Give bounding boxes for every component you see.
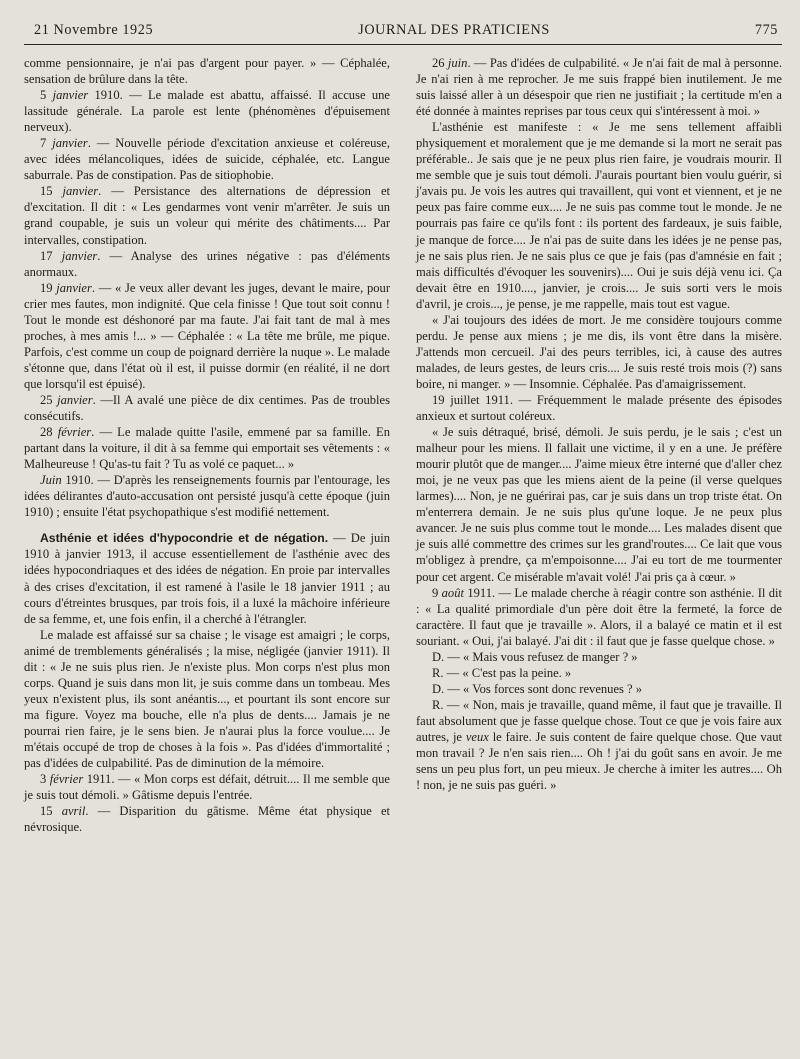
text-run: 3	[40, 772, 50, 787]
header-journal-title: JOURNAL DES PRATICIENS	[358, 22, 550, 38]
italic-text: janvier	[57, 392, 93, 407]
text-run: 26	[432, 56, 448, 70]
text-run: D. — « Vos forces sont donc revenues ? »	[432, 681, 643, 696]
paragraph	[416, 681, 782, 697]
italic-text: janvier	[52, 136, 88, 151]
paragraph	[416, 649, 782, 665]
header-page-number: 775	[754, 22, 778, 38]
italic-text: Juin	[40, 473, 62, 488]
text-run: 9	[432, 585, 442, 600]
paragraph	[24, 135, 390, 183]
italic-text: janvier	[62, 184, 99, 199]
running-header	[24, 22, 782, 45]
paragraph	[416, 665, 782, 681]
text-run: L'asthénie est manifeste : « Je me sens tellement affaibli physiquement et moralement que je me demande si la mort ne serait pas préférable.. Je sais que je ne peux plus rien faire, je voudrais mourir. Il me semble que je suis tout démoli. J'aurais pourtant bien voulu guérir, si j'avais pu. Je vois les autres qui travaillent, qui vont et viennent, et je ne peux pas faire comme eux.... Je ne suis pas comme tout le monde. Je ne pourrais pas faire ce qu'ils font : ils portent des fardeaux, je suis faible, je manque de force.... Je n'ai pas de suite dans les idées je ne pense pas, je ne sais plus rien. Je ne sais plus ce que je fais (pas d'amnésie en fait ; mais difficultés d'évoquer les souvenirs).... Oui je suis déjà venu ici. Ça devait être en 1910...., janvier, je crois.... Je suis sorti vers le mois d'avril, je crois..., je pense, je me rappelle, mais tout est vague.	[416, 120, 782, 311]
text-run: 15	[40, 184, 63, 199]
text-run: — De juin 1910 à janvier 1913, il accuse essentiellement de l'asthénie avec des idées hypocondriaques et des idées de négation. En proie par intervalles à des crises d'excitation, il est ramené à l'asile le 18 janvier 1911 ; au cours d'étreintes brusques, par trois fois, il a luxé la mâchoire inférieure de sa femme, et, une fois enfin, il a cherché à l'étrangler.	[24, 531, 390, 626]
header-date: 21 Novembre 1925	[34, 22, 154, 38]
paragraph	[416, 424, 782, 584]
text-run: « J'ai toujours des idées de mort. Je me considère toujours comme perdu. Je pense aux miens ; je me dis, ils vont être dans la misère. J'attends mon cercueil. J'ai des peurs terribles, ici, à cause des autres malades, de leurs gestes, de leurs cris.... Je suis resté trois mois (?) sans boire, ni manger. » — Insomnie. Céphalée. Pas d'amaigrissement.	[416, 312, 782, 391]
text-run: 5	[40, 88, 53, 103]
text-run: 19	[40, 280, 57, 295]
article-body	[24, 55, 782, 835]
left-column	[24, 55, 390, 835]
text-run: . — Nouvelle période d'excitation anxieuse et coléreuse, avec idées mélancoliques, idées de suicide, céphalée, etc. Langue saburrale. Pas de constipation. Pas de sitiophobie.	[24, 136, 390, 183]
italic-text: avril	[61, 804, 86, 819]
text-run: . — Persistance des alternations de dépression et d'excitation. Il dit : « Les gendarmes vont venir m'arrêter. Je suis un grand coupable, je suis un voleur qui mérite des châtiments.... Par intervalles, constipation.	[24, 184, 390, 247]
paragraph	[416, 585, 782, 649]
text-run: 19 juillet 1911. — Fréquemment le malade présente des épisodes anxieux et surtout coléreux.	[416, 392, 782, 424]
paragraph	[24, 627, 390, 771]
paragraph	[24, 803, 390, 835]
paragraph	[24, 183, 390, 247]
text-run: . — Disparition du gâtisme. Même état physique et névrosique.	[24, 804, 390, 835]
paragraph	[24, 248, 390, 280]
paragraph	[416, 392, 782, 424]
text-run: 7	[40, 136, 53, 151]
text-run: R. — « Non, mais je travaille, quand même, il faut que je travaille. Il faut absolument que je fasse quelque chose. Tout ce que je vois faire aux autres, je	[416, 697, 782, 744]
right-column	[416, 55, 782, 835]
paragraph	[416, 55, 782, 119]
text-run: 1910. — D'après les renseignements fournis par l'entourage, les idées délirantes d'auto-accusation ont persisté jusqu'à cette époque (juin 1910) ; ensuite l'état psychopathique s'est modifié nettement.	[24, 473, 390, 520]
text-run: comme pensionnaire, je n'ai pas d'argent pour payer. » — Céphalée, sensation de brûlure dans la tête.	[24, 56, 390, 87]
paragraph	[24, 280, 390, 392]
paragraph	[24, 530, 390, 626]
text-run: . — Le malade quitte l'asile, emmené par sa famille. En partant dans la voiture, il dit à sa femme qui emportait ses vêtements : « Malheureuse ! Qu'as-tu fait ? Tu as volé ce paquet... »	[24, 425, 390, 472]
text-run: 15	[40, 804, 62, 819]
italic-text: août	[441, 585, 464, 600]
italic-text: février	[49, 772, 84, 787]
paragraph	[416, 119, 782, 312]
italic-text: février	[57, 425, 92, 440]
text-run: 17	[40, 248, 62, 263]
text-run: Le malade est affaissé sur sa chaise ; le visage est amaigri ; le corps, animé de tremblements généralisés ; la mise, négligée (janvier 1911). Il dit : « Je ne suis plus rien. Je n'existe plus. Mon corps n'est plus mon corps. Quand je suis dans mon lit, je suis comme dans un tombeau. Mes yeux n'existent plus, ils sont anéantis..., et pourtant ils sont encore sur ma figure. Voyez ma bouche, elle n'a plus de dents.... Jamais je ne pourrai rien faire, je le sens bien. Je n'aurai plus la force voulue.... Je m'étais occupé de trop de choses à la fois ». Pas d'idées d'immortalité ; pas d'idées de culpabilité. Pas de diminution de la mémoire.	[24, 627, 390, 771]
text-run: 1911. — Le malade cherche à réagir contre son asthénie. Il dit : « La qualité primordiale d'un père doit être la fermeté, la force de caractère. Il faut que je travaille ». Alors, il a balayé ce matin et il est souriant. « Oui, j'ai balayé. J'ai dit : il faut que je fasse quelque chose. »	[416, 585, 782, 648]
paragraph	[24, 424, 390, 472]
italic-text: janvier	[61, 248, 98, 263]
text-run: « Je suis détraqué, brisé, démoli. Je suis perdu, je le sais ; c'est un malheur pour les miens. Il fallait une victime, il y en a une. Je préfère mourir plutôt que de manger.... J'aime mieux être interné que d'aller chez moi, je ne veux pas que les miens aient de la peine (il verse quelques larmes).... Non, je ne guérirai pas, car je suis dans un trop triste état. On m'enterrera demain. Je ne suis plus qu'une loque. Je ne peux plus avancer. Je ne suis plus comme tout le monde.... Les malades disent que je suis allé commettre des crimes sur les grand'routes.... Ce lait que vous m'obligez à prendre, ça m'empoisonne.... J'ai eu tort de me tourmenter pour cet argent. Ce misérable m'avait volé! J'ai pris ça à cœur. »	[416, 425, 782, 584]
italic-text: veux	[465, 729, 489, 744]
paragraph	[24, 771, 390, 803]
text-run: R. — « C'est pas la peine. »	[432, 665, 572, 680]
paragraph	[416, 312, 782, 392]
paragraph	[24, 87, 390, 135]
text-run: . — Analyse des urines négative : pas d'éléments anormaux.	[24, 248, 390, 279]
text-run: 25	[40, 392, 58, 407]
text-run: D. — « Mais vous refusez de manger ? »	[432, 649, 638, 664]
text-run: 1910. — Le malade est abattu, affaissé. Il accuse une lassitude générale. La parole est lente (phénomènes d'épuisement nerveux).	[24, 88, 390, 135]
text-run: 28	[40, 425, 58, 440]
text-run: . — « Je veux aller devant les juges, devant le maire, pour crier mes fautes, mon indignité. Que cela finisse ! Que tout soit connu ! Tout le monde est déshonoré par ma faute. J'ai fait tant de mal à mes proches, à mes amis !... » — Céphalée : « La tête me brûle, me pique. Parfois, c'est comme un coup de poignard derrière la nuque ». Le malade s'étonne que, dans l'état où il est, il puisse dormir (en réalité, il ne dort que lorsqu'il est épuisé).	[24, 280, 390, 391]
text-run: 1911. — « Mon corps est défait, détruit.... Il me semble que je suis tout démoli. » Gâtisme depuis l'entrée.	[24, 772, 391, 803]
paragraph	[24, 55, 390, 87]
text-run: le faire. Je suis content de faire quelque chose. Que vaut mon travail ? Je n'en sais rien.... Oh ! j'ai du goût sans en avoir. Je me sens un peu plus fort, un peu mieux. Je cherche à imiter les autres.... Oh ! non, je ne suis pas guéri. »	[416, 729, 782, 793]
italic-text: janvier	[56, 280, 92, 295]
text-run: . — Pas d'idées de culpabilité. « Je n'ai fait de mal à personne. Je n'ai rien à me reprocher. Je me suis frappé bien inutilement. Je me suis laissé aller à un désespoir que rien ne justifiait ; la certitude m'en a été donnée à maintes reprises par tous ceux qui s'intéressent à moi. »	[416, 56, 783, 119]
italic-text: juin	[447, 56, 468, 70]
text-run: . —Il A avalé une pièce de dix centimes. Pas de troubles consécutifs.	[24, 392, 390, 424]
italic-text: janvier	[52, 88, 89, 103]
section-heading: Asthénie et idées d'hypocondrie et de négation.	[40, 531, 329, 546]
paragraph	[24, 472, 390, 520]
paragraph	[24, 392, 390, 424]
paragraph	[416, 697, 782, 793]
